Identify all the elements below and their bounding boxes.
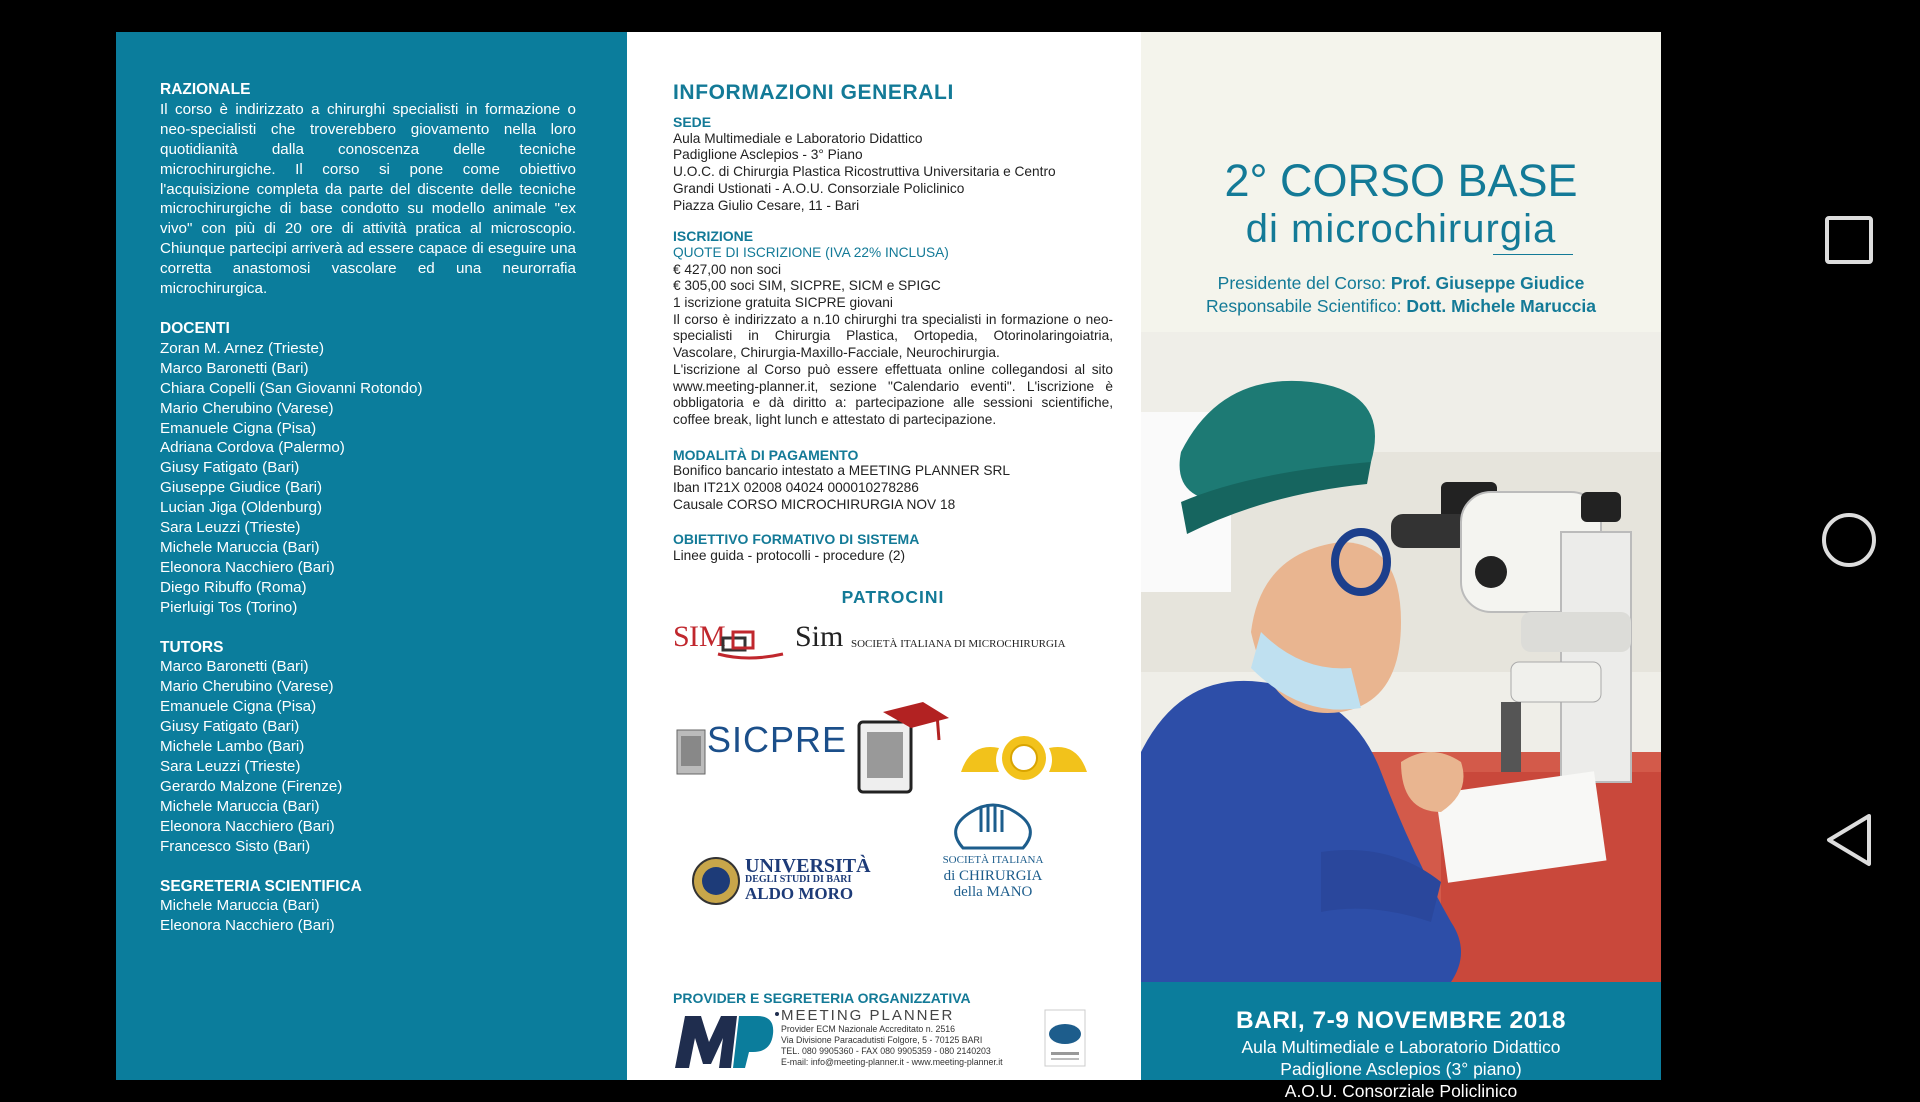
sede-line: Padiglione Asclepios - 3° Piano (673, 147, 863, 163)
list-item: Adriana Cordova (Palermo) (160, 439, 345, 457)
sim-small-emblem-icon (795, 616, 845, 656)
sicm-line-3: della MANO (953, 883, 1033, 900)
sicpre-emblem-icon (675, 726, 709, 778)
lions-crest-icon (959, 728, 1089, 788)
sicm-line-2: di CHIRURGIA (943, 867, 1043, 884)
photo-illustration-icon (1141, 332, 1661, 982)
event-location-2: Padiglione Asclepios (3° piano) (1280, 1059, 1522, 1079)
iscrizione-title: ISCRIZIONE (673, 228, 754, 245)
sede-line: Piazza Giulio Cesare, 11 - Bari (673, 197, 860, 213)
child-microscope-photo (1141, 332, 1661, 982)
sede-line: U.O.C. di Chirurgia Plastica Ricostruttiva Universitaria e Centro (673, 164, 1056, 180)
mp-logo-icon (673, 1008, 777, 1072)
list-item: Emanuele Cigna (Pisa) (160, 698, 317, 716)
list-item: Sara Leuzzi (Trieste) (160, 758, 301, 775)
sicm-hand-crest-icon (933, 792, 1053, 854)
event-location-3: A.O.U. Consorziale Policlinico (1284, 1081, 1518, 1101)
mp-line-3: TEL. 080 9905360 - FAX 080 9905359 - 080 2140203 (781, 1046, 991, 1056)
right-panel (1141, 32, 1661, 1101)
event-date: BARI, 7-9 NOVEMBRE 2018 (1235, 1007, 1567, 1034)
docenti-title: DOCENTI (160, 319, 230, 337)
iscrizione-para-2: L'iscrizione al Corso può essere effettuata online collegandosi al sito www.meeting-planner.it, sezione "Calendario eventi". L'iscrizione è obbligatoria e dà diritto a: partecipazione alle sessioni scientifiche, coffee break, light lunch e attestato di partecipazione. (673, 361, 1113, 427)
iscrizione-para-1: Il corso è indirizzato a n.10 chirurghi tra specialisti in formazione o neo-specialisti in Chirurgia Plastica, Ortopedia, Otorinolaringoiatria, Vascolare, Chirurgia-Maxillo-Facciale, Neurochirurgia. (673, 311, 1113, 361)
graduation-tablet-logo (853, 700, 953, 800)
provider-title: PROVIDER E SEGRETERIA ORGANIZZATIVA (673, 990, 971, 1006)
razionale-title: RAZIONALE (160, 81, 251, 98)
pagamento-line: Bonifico bancario intestato a MEETING PLANNER SRL (673, 463, 1011, 479)
patrocini-logos (673, 616, 1113, 946)
quality-cert-icon (1043, 1008, 1087, 1068)
mp-line-2: Via Divisione Paracadutisti Folgore, 5 - 70125 BARI (781, 1035, 983, 1045)
course-officials (1141, 272, 1661, 318)
sicpre-logo (675, 718, 848, 786)
course-title: 2° CORSO BASE (1224, 155, 1578, 206)
tutors-title: TUTORS (160, 638, 224, 656)
uniba-line-3: ALDO MORO (745, 883, 854, 903)
brochure (116, 32, 1661, 1101)
list-item: Eleonora Nacchiero (Bari) (160, 817, 335, 835)
quote-line: € 305,00 soci SIM, SICPRE, SICM e SPIGC (673, 278, 941, 294)
list-item: Michele Maruccia (Bari) (160, 797, 320, 815)
patrocini-title: PATROCINI (841, 586, 945, 607)
lions-logo (959, 728, 1089, 788)
docenti-list (160, 339, 576, 618)
sicm-logo (933, 792, 1053, 916)
event-footer (1141, 982, 1661, 1101)
list-item: Pierluigi Tos (Torino) (160, 598, 298, 616)
responsabile-name: Dott. Michele Maruccia (1406, 296, 1597, 316)
event-location-1: Aula Multimediale e Laboratorio Didattico (1241, 1037, 1561, 1057)
pagamento-line: Causale CORSO MICROCHIRURGIA NOV 18 (673, 496, 956, 512)
mp-line-4: E-mail: info@meeting-planner.it - www.meeting-planner.it (781, 1057, 1003, 1067)
pagamento-title: MODALITÀ DI PAGAMENTO (673, 446, 859, 463)
circle-icon (1819, 510, 1879, 570)
list-item: Emanuele Cigna (Pisa) (160, 419, 317, 437)
uniba-seal-icon (691, 856, 741, 906)
uniba-line-1: UNIVERSITÀ (745, 854, 871, 877)
sede-line: Aula Multimediale e Laboratorio Didattico (673, 130, 923, 146)
list-item: Marco Baronetti (Bari) (160, 359, 309, 377)
quote-title: QUOTE DI ISCRIZIONE (IVA 22% INCLUSA) (673, 244, 949, 260)
quote-line: 1 iscrizione gratuita SICPRE giovani (673, 295, 893, 311)
list-item: Giusy Fatigato (Bari) (160, 459, 300, 477)
quote-line: € 427,00 non soci (673, 261, 782, 277)
list-item: Diego Ribuffo (Roma) (160, 578, 307, 596)
svg-text:Sim: Sim (795, 619, 844, 653)
sim-emblem-icon (673, 616, 798, 664)
triangle-back-icon (1821, 810, 1877, 870)
obiettivo-text: Linee guida - protocolli - procedure (2) (673, 548, 906, 564)
title-underline (1493, 254, 1573, 255)
left-content (160, 80, 576, 936)
back-button[interactable] (1821, 810, 1877, 870)
segreteria-title: SEGRETERIA SCIENTIFICA (160, 877, 362, 895)
middle-content (673, 80, 1113, 946)
list-item: Zoran M. Arnez (Trieste) (160, 339, 325, 357)
mp-text-block (781, 1008, 1003, 1068)
list-item: Mario Cherubino (Varese) (160, 678, 334, 696)
list-item: Marco Baronetti (Bari) (160, 658, 309, 676)
razionale-text: Il corso è indirizzato a chirurghi specialisti in formazione o neo-specialisti che troverebbero giovamento nella loro quotidianità dalla conoscenza delle tecniche microchirurgiche. Il corso si pone come obiettivo l'acquisizione completa da parte del discente delle tecniche microchirurgiche di base condotto su modello animale "ex vivo" con più di 20 ore di attività pratica al microscopio. Chiunque partecipi arriverà ad essere capace di eseguire una corretta anastomosi vascolare ed una neurorrafia microchirurgica. (160, 100, 576, 298)
sicpre-logo-text: SICPRE (707, 718, 848, 760)
presidente-name: Prof. Giuseppe Giudice (1390, 273, 1585, 293)
list-item: Michele Maruccia (Bari) (160, 897, 320, 915)
android-nav-bar (1661, 0, 1920, 1080)
list-item: Giusy Fatigato (Bari) (160, 718, 300, 736)
sim-logo (673, 616, 1113, 666)
obiettivo-title: OBIETTIVO FORMATIVO DI SISTEMA (673, 531, 920, 548)
list-item: Chiara Copelli (San Giovanni Rotondo) (160, 379, 423, 397)
list-item: Gerardo Malzone (Firenze) (160, 777, 343, 795)
mp-name: MEETING PLANNER (781, 1007, 955, 1024)
segreteria-list (160, 896, 576, 936)
tutors-list (160, 657, 576, 856)
graduation-tablet-icon (853, 700, 953, 800)
list-item: Francesco Sisto (Bari) (160, 837, 311, 855)
sede-line: Grandi Ustionati - A.O.U. Consorziale Policlinico (673, 180, 965, 196)
left-panel (116, 32, 627, 1080)
uniba-line-2: DEGLI STUDI DI BARI (745, 873, 852, 885)
square-icon (1821, 212, 1877, 268)
svg-text:IM: IM (689, 619, 726, 653)
list-item: Mario Cherubino (Varese) (160, 399, 334, 417)
presidente-label: Presidente del Corso: (1217, 273, 1391, 293)
sede-title: SEDE (673, 114, 712, 130)
home-button[interactable] (1819, 510, 1879, 570)
middle-panel (627, 32, 1141, 1080)
list-item: Michele Maruccia (Bari) (160, 538, 320, 556)
list-item: Michele Lambo (Bari) (160, 738, 305, 756)
sicm-line-1: SOCIETÀ ITALIANA (942, 853, 1044, 866)
list-item: Lucian Jiga (Oldenburg) (160, 499, 323, 517)
sim-logo-text: SOCIETÀ ITALIANA DI MICROCHIRURGIA (851, 637, 1066, 650)
list-item: Giuseppe Giudice (Bari) (160, 479, 323, 497)
list-item: Eleonora Nacchiero (Bari) (160, 558, 335, 576)
responsabile-label: Responsabile Scientifico: (1205, 296, 1407, 316)
list-item: Sara Leuzzi (Trieste) (160, 519, 301, 537)
course-subtitle: di microchirurgia (1245, 207, 1557, 251)
meeting-planner-logo (673, 1008, 1103, 1080)
mp-line-1: Provider ECM Nazionale Accreditato n. 2516 (781, 1024, 956, 1034)
uniba-logo (691, 856, 891, 916)
recents-button[interactable] (1821, 212, 1877, 268)
info-title: INFORMAZIONI GENERALI (673, 81, 954, 104)
svg-text:S: S (673, 619, 690, 653)
pagamento-line: Iban IT21X 02008 04024 000010278286 (673, 480, 919, 496)
list-item: Eleonora Nacchiero (Bari) (160, 917, 335, 935)
